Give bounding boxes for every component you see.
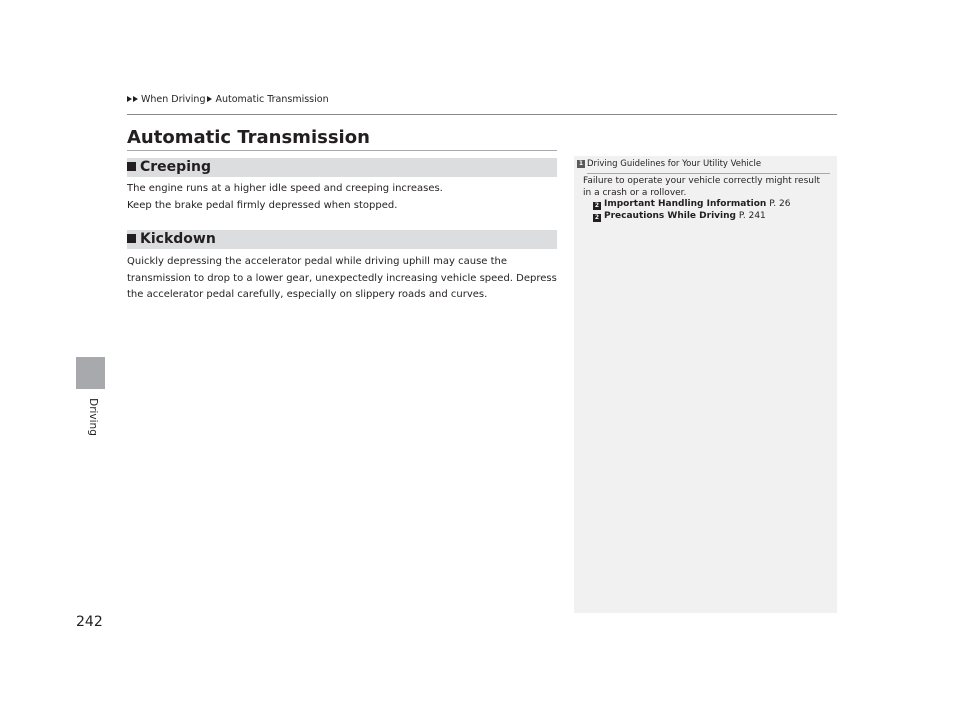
sidebar-note-heading <box>574 156 837 173</box>
section-heading-text: Kickdown <box>140 231 216 247</box>
section-heading-kickdown <box>127 230 557 249</box>
page-title: Automatic Transmission <box>127 127 370 148</box>
square-bullet-icon <box>127 162 136 171</box>
sidebar-note-divider <box>587 173 830 174</box>
breadcrumb <box>127 94 329 105</box>
cross-reference-link[interactable] <box>583 211 833 223</box>
title-divider <box>127 150 557 151</box>
breadcrumb-arrow-icon <box>133 96 138 102</box>
paragraph-line: transmission to drop to a lower gear, unexpectedly increasing vehicle speed. Depress <box>127 272 557 284</box>
chapter-label: Driving <box>87 398 99 436</box>
sidebar-note-box <box>574 156 837 613</box>
note-marker-icon: 1 <box>578 160 584 167</box>
paragraph-line: Quickly depressing the accelerator pedal while driving uphill may cause the <box>127 256 508 267</box>
paragraph-line: The engine runs at a higher idle speed and creeping increases. <box>127 183 443 194</box>
page-number: 242 <box>76 614 103 630</box>
cross-reference-link[interactable] <box>583 199 833 211</box>
cross-reference-title: Important Handling Information <box>604 199 767 209</box>
note-line: Failure to operate your vehicle correctly might result <box>583 176 821 186</box>
note-line: in a crash or a rollover. <box>583 187 687 198</box>
creeping-paragraph <box>127 181 557 214</box>
sidebar-note-body <box>583 176 833 222</box>
cross-reference-page: P. 26 <box>769 199 791 209</box>
cross-reference-arrow-icon: 2 <box>594 213 600 221</box>
section-heading-text: Creeping <box>140 159 211 175</box>
breadcrumb-arrow-icon <box>207 96 212 102</box>
breadcrumb-level1[interactable]: When Driving <box>141 94 206 105</box>
kickdown-paragraph <box>127 254 559 304</box>
header-divider <box>127 114 837 115</box>
paragraph-line: Keep the brake pedal firmly depressed when stopped. <box>127 199 398 211</box>
cross-reference-title: Precautions While Driving <box>604 210 736 221</box>
sidebar-note-heading-text: Driving Guidelines for Your Utility Vehicle <box>587 159 762 169</box>
square-bullet-icon <box>127 234 136 243</box>
cross-reference-arrow-icon: 2 <box>594 202 600 209</box>
paragraph-line: the accelerator pedal carefully, especially on slippery roads and curves. <box>127 289 488 300</box>
cross-reference-page: P. 241 <box>738 210 766 221</box>
section-heading-creeping <box>127 158 557 177</box>
chapter-tab <box>76 357 105 389</box>
breadcrumb-arrow-icon <box>127 96 132 102</box>
breadcrumb-level2[interactable]: Automatic Transmission <box>215 94 329 105</box>
